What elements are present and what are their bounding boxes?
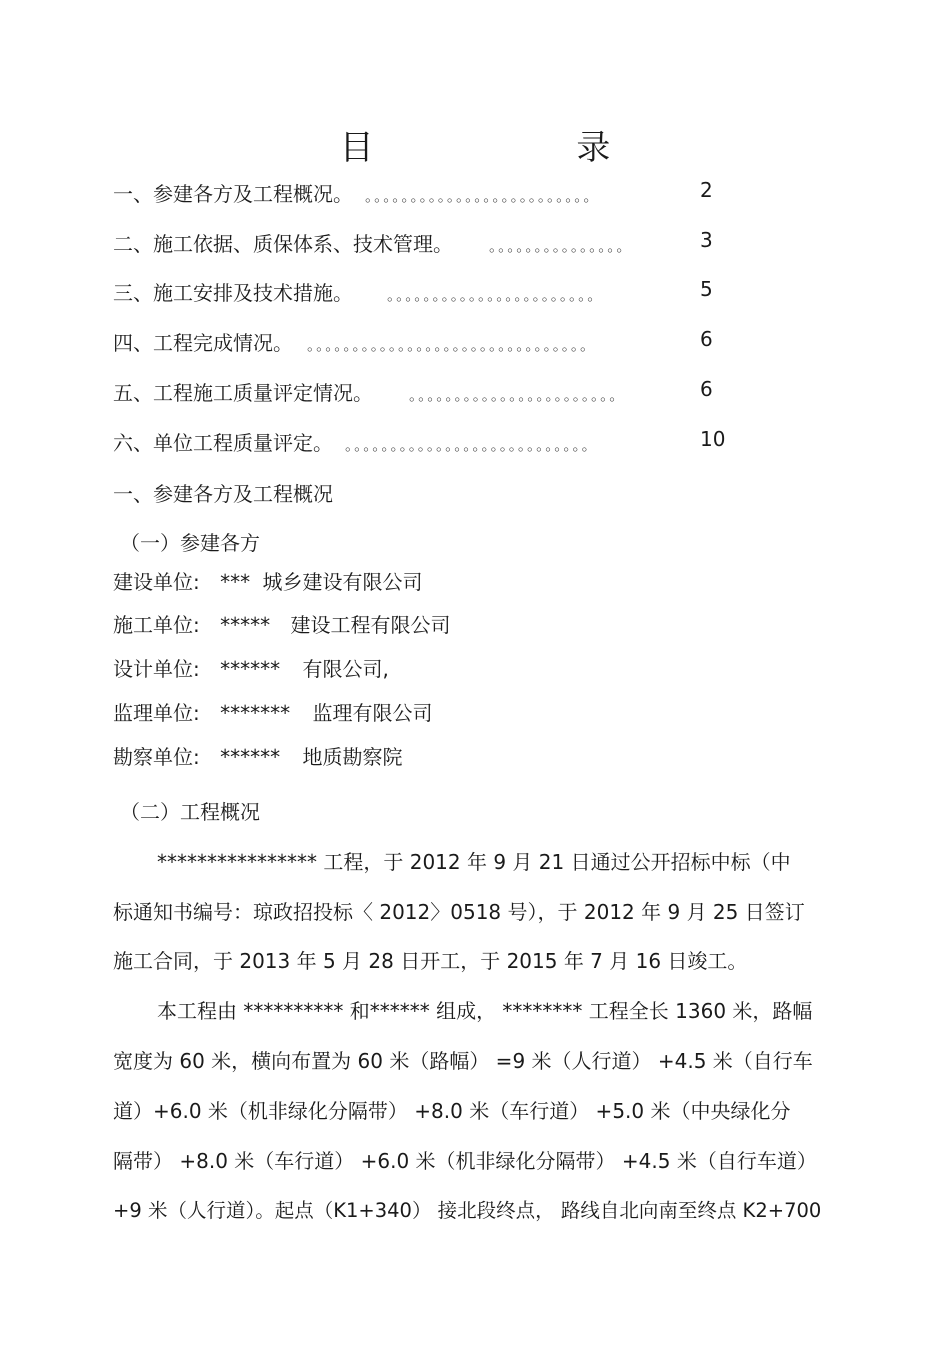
toc-entry[interactable] <box>113 327 733 357</box>
party-role: 监理单位: <box>113 701 200 725</box>
toc-leader-dots: 。。。。。。。。。。。。。。。。。。。。。。。。。。。 <box>345 436 599 454</box>
party-role: 设计单位: <box>113 657 200 681</box>
party-name: 地质勘察院 <box>302 745 403 769</box>
party-role: 建设单位: <box>113 570 200 594</box>
party-line <box>113 697 432 726</box>
paragraph-line: 隔带） +8.0 米（车行道） +6.0 米（机非绿化分隔带） +4.5 米（自行车道） <box>113 1149 817 1173</box>
party-name: 监理有限公司 <box>312 701 433 725</box>
party-mask: *** <box>220 570 251 594</box>
paragraph-line: +9 米（人行道）。起点（K1+340） 接北段终点， 路线自北向南至终点 K2+700 <box>113 1199 822 1222</box>
party-mask: ****** <box>220 657 281 681</box>
party-name: 建设工程有限公司 <box>290 613 451 637</box>
toc-entry-label: 五、工程施工质量评定情况。 <box>113 381 373 405</box>
toc-leader-dots: 。。。。。。。。。。。。。。。。。。。。。。。 <box>409 386 626 404</box>
paragraph-line: 本工程由 ********** 和****** 组成， ******** 工程全长 1360 米，路幅 <box>157 999 813 1023</box>
toc-entry[interactable] <box>113 277 733 307</box>
toc-leader-dots: 。。。。。。。。。。。。。。。。。。。。。。。。。 <box>365 187 601 205</box>
toc-entry[interactable] <box>113 427 733 457</box>
toc-entry[interactable] <box>113 178 733 208</box>
toc-leader-dots: 。。。。。。。。。。。。。。。。。。。。。。。。。。。。。。。 <box>307 336 597 354</box>
toc-entry-label: 三、施工安排及技术措施。 <box>113 281 353 305</box>
party-role: 施工单位: <box>113 613 200 637</box>
party-line <box>113 609 450 638</box>
paragraph-line: 道）+6.0 米（机非绿化分隔带） +8.0 米（车行道） +5.0 米（中央绿化分 <box>113 1099 791 1123</box>
party-mask: ***** <box>220 613 271 637</box>
subsection-heading: （二）工程概况 <box>120 800 260 824</box>
party-role: 勘察单位: <box>113 745 200 769</box>
toc-page-number: 10 <box>700 427 726 451</box>
page-title: 目 录 <box>339 128 707 168</box>
toc-entry-label: 二、施工依据、质保体系、技术管理。 <box>113 232 453 256</box>
toc-entry[interactable] <box>113 228 733 258</box>
paragraph-line: 宽度为 60 米，横向布置为 60 米（路幅） =9 米（人行道） +4.5 米（自行车 <box>113 1049 813 1073</box>
toc-entry-label: 四、工程完成情况。 <box>113 331 293 355</box>
toc-entry-label: 一、参建各方及工程概况。 <box>113 182 353 206</box>
party-line <box>113 653 389 682</box>
section-heading: 一、参建各方及工程概况 <box>113 482 333 506</box>
party-name: 城乡建设有限公司 <box>262 570 423 594</box>
paragraph-line: 标通知书编号：琼政招投标〈 2012〉0518 号），于 2012 年 9 月 25 日签订 <box>113 900 805 924</box>
toc-entry-label: 六、单位工程质量评定。 <box>113 431 333 455</box>
party-mask: ******* <box>220 701 291 725</box>
subsection-heading: （一）参建各方 <box>120 531 260 555</box>
toc-page-number: 3 <box>700 228 713 252</box>
toc-leader-dots: 。。。。。。。。。。。。。。。 <box>489 237 634 255</box>
paragraph-line: 施工合同，于 2013 年 5 月 28 日开工，于 2015 年 7 月 16 日竣工。 <box>113 949 748 973</box>
toc-page-number: 6 <box>700 327 713 351</box>
party-line <box>113 566 422 595</box>
toc-entry[interactable] <box>113 377 733 407</box>
party-line <box>113 741 402 770</box>
party-mask: ****** <box>220 745 281 769</box>
party-name: 有限公司, <box>302 657 389 681</box>
paragraph-line: **************** 工程，于 2012 年 9 月 21 日通过公开招标中标（中 <box>157 850 791 874</box>
toc-page-number: 5 <box>700 277 713 301</box>
toc-leader-dots: 。。。。。。。。。。。。。。。。。。。。。。。 <box>387 286 604 304</box>
toc-page-number: 6 <box>700 377 713 401</box>
toc-page-number: 2 <box>700 178 713 202</box>
